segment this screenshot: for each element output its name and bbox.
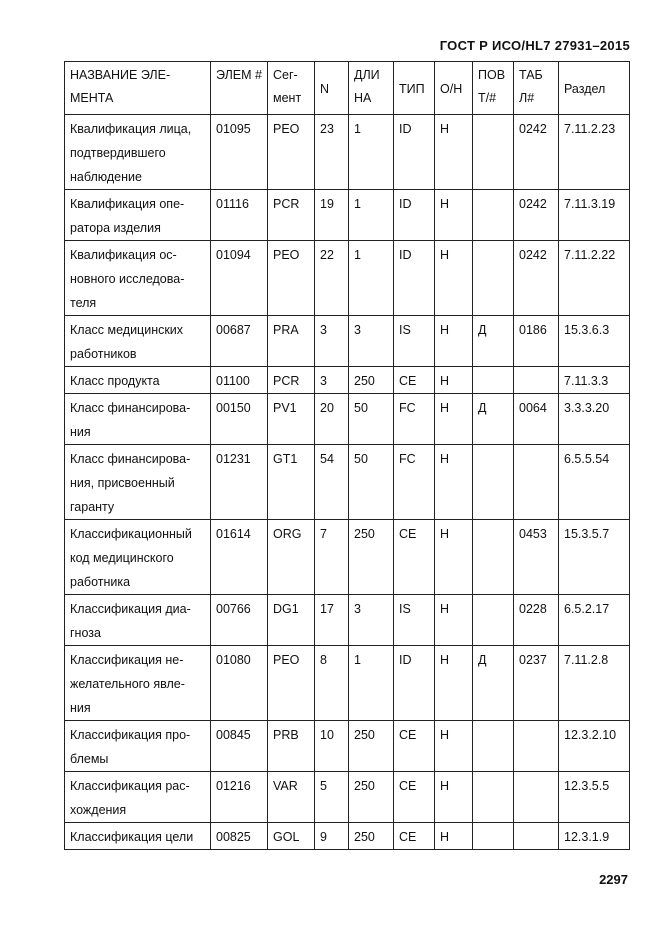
cell-opt: Н (435, 823, 473, 850)
cell-elem: 01614 (211, 520, 268, 595)
cell-repeat (473, 115, 514, 190)
cell-table: 0228 (514, 595, 559, 646)
cell-name: Квалификация опе-ратора изделия (65, 190, 211, 241)
cell-type: CE (394, 721, 435, 772)
cell-elem: 00825 (211, 823, 268, 850)
cell-table: 0242 (514, 190, 559, 241)
cell-length: 3 (349, 316, 394, 367)
cell-opt: Н (435, 394, 473, 445)
cell-opt: Н (435, 520, 473, 595)
cell-n: 5 (315, 772, 349, 823)
cell-segment: PEO (268, 115, 315, 190)
cell-length: 1 (349, 241, 394, 316)
cell-n: 3 (315, 316, 349, 367)
cell-section: 7.11.3.3 (559, 367, 630, 394)
table-row (65, 823, 630, 850)
cell-name: Классификация цели (65, 823, 211, 850)
cell-elem: 00687 (211, 316, 268, 367)
table-row (65, 241, 630, 316)
cell-opt: Н (435, 190, 473, 241)
cell-elem: 01231 (211, 445, 268, 520)
table-row (65, 646, 630, 721)
cell-section: 12.3.1.9 (559, 823, 630, 850)
cell-n: 54 (315, 445, 349, 520)
cell-table (514, 445, 559, 520)
data-elements-table (64, 61, 630, 850)
cell-opt: Н (435, 595, 473, 646)
col-header-name: НАЗВАНИЕ ЭЛЕ-МЕНТА (65, 62, 211, 115)
cell-repeat (473, 823, 514, 850)
cell-section: 15.3.5.7 (559, 520, 630, 595)
page-header: ГОСТ Р ИСО/HL7 27931–2015 (439, 38, 630, 53)
cell-repeat (473, 367, 514, 394)
cell-length: 250 (349, 823, 394, 850)
cell-repeat (473, 721, 514, 772)
cell-repeat (473, 190, 514, 241)
cell-table: 0242 (514, 115, 559, 190)
cell-length: 250 (349, 520, 394, 595)
cell-length: 250 (349, 772, 394, 823)
cell-n: 8 (315, 646, 349, 721)
table-row (65, 190, 630, 241)
cell-name: Классификационный код медицинского работника (65, 520, 211, 595)
cell-segment: DG1 (268, 595, 315, 646)
col-header-type: ТИП (394, 62, 435, 115)
cell-segment: GOL (268, 823, 315, 850)
cell-table (514, 772, 559, 823)
cell-type: ID (394, 646, 435, 721)
cell-type: ID (394, 115, 435, 190)
cell-n: 10 (315, 721, 349, 772)
cell-opt: Н (435, 721, 473, 772)
cell-segment: GT1 (268, 445, 315, 520)
cell-type: CE (394, 520, 435, 595)
cell-table: 0064 (514, 394, 559, 445)
col-header-section: Раздел (559, 62, 630, 115)
table-row (65, 772, 630, 823)
cell-repeat (473, 241, 514, 316)
cell-elem: 00150 (211, 394, 268, 445)
cell-section: 7.11.2.22 (559, 241, 630, 316)
cell-segment: PRA (268, 316, 315, 367)
cell-name: Классификация не-желательного явле-ния (65, 646, 211, 721)
cell-table (514, 367, 559, 394)
cell-name: Класс медицинских работников (65, 316, 211, 367)
cell-segment: PEO (268, 241, 315, 316)
cell-elem: 01095 (211, 115, 268, 190)
page-number: 2297 (599, 872, 628, 887)
col-header-table: ТАБ Л# (514, 62, 559, 115)
cell-section: 6.5.5.54 (559, 445, 630, 520)
cell-segment: PV1 (268, 394, 315, 445)
cell-repeat (473, 520, 514, 595)
cell-length: 250 (349, 367, 394, 394)
col-header-opt: О/Н (435, 62, 473, 115)
table-row (65, 595, 630, 646)
cell-name: Классификация рас-хождения (65, 772, 211, 823)
cell-length: 3 (349, 595, 394, 646)
cell-section: 6.5.2.17 (559, 595, 630, 646)
cell-segment: PCR (268, 367, 315, 394)
cell-opt: Н (435, 646, 473, 721)
cell-segment: VAR (268, 772, 315, 823)
cell-repeat (473, 772, 514, 823)
cell-name: Квалификация лица, подтвердившего наблюдение (65, 115, 211, 190)
cell-elem: 00845 (211, 721, 268, 772)
cell-table: 0186 (514, 316, 559, 367)
cell-elem: 01100 (211, 367, 268, 394)
table-row (65, 721, 630, 772)
cell-repeat: Д (473, 316, 514, 367)
cell-n: 17 (315, 595, 349, 646)
cell-n: 22 (315, 241, 349, 316)
table-header-row (65, 62, 630, 115)
col-header-segment: Сег-мент (268, 62, 315, 115)
cell-segment: PRB (268, 721, 315, 772)
cell-table: 0242 (514, 241, 559, 316)
cell-name: Классификация про-блемы (65, 721, 211, 772)
cell-n: 20 (315, 394, 349, 445)
cell-segment: PEO (268, 646, 315, 721)
cell-section: 12.3.5.5 (559, 772, 630, 823)
cell-section: 15.3.6.3 (559, 316, 630, 367)
cell-type: FC (394, 445, 435, 520)
cell-type: ID (394, 190, 435, 241)
cell-opt: Н (435, 241, 473, 316)
col-header-length: ДЛИ НА (349, 62, 394, 115)
cell-length: 1 (349, 646, 394, 721)
table-body (65, 115, 630, 850)
table-row (65, 316, 630, 367)
cell-length: 1 (349, 190, 394, 241)
cell-repeat (473, 595, 514, 646)
cell-section: 12.3.2.10 (559, 721, 630, 772)
cell-repeat (473, 445, 514, 520)
cell-type: CE (394, 772, 435, 823)
table-row (65, 445, 630, 520)
cell-length: 50 (349, 394, 394, 445)
cell-table (514, 721, 559, 772)
cell-elem: 01094 (211, 241, 268, 316)
table-row (65, 115, 630, 190)
cell-n: 23 (315, 115, 349, 190)
cell-n: 9 (315, 823, 349, 850)
col-header-n: N (315, 62, 349, 115)
cell-length: 1 (349, 115, 394, 190)
cell-section: 7.11.2.23 (559, 115, 630, 190)
cell-type: IS (394, 316, 435, 367)
cell-table: 0453 (514, 520, 559, 595)
cell-segment: PCR (268, 190, 315, 241)
cell-n: 19 (315, 190, 349, 241)
cell-repeat: Д (473, 394, 514, 445)
table-row (65, 394, 630, 445)
cell-opt: Н (435, 445, 473, 520)
cell-type: CE (394, 367, 435, 394)
cell-section: 7.11.2.8 (559, 646, 630, 721)
cell-table: 0237 (514, 646, 559, 721)
cell-name: Класс финансирова-ния (65, 394, 211, 445)
cell-n: 3 (315, 367, 349, 394)
cell-name: Классификация диа-гноза (65, 595, 211, 646)
table-row (65, 520, 630, 595)
cell-opt: Н (435, 772, 473, 823)
cell-type: IS (394, 595, 435, 646)
cell-opt: Н (435, 316, 473, 367)
cell-name: Класс продукта (65, 367, 211, 394)
cell-segment: ORG (268, 520, 315, 595)
cell-elem: 01216 (211, 772, 268, 823)
cell-length: 250 (349, 721, 394, 772)
cell-opt: Н (435, 115, 473, 190)
cell-type: ID (394, 241, 435, 316)
cell-length: 50 (349, 445, 394, 520)
cell-elem: 01116 (211, 190, 268, 241)
cell-table (514, 823, 559, 850)
cell-type: CE (394, 823, 435, 850)
cell-name: Квалификация ос-новного исследова-теля (65, 241, 211, 316)
table-row (65, 367, 630, 394)
cell-repeat: Д (473, 646, 514, 721)
col-header-elem: ЭЛЕМ # (211, 62, 268, 115)
cell-elem: 01080 (211, 646, 268, 721)
cell-elem: 00766 (211, 595, 268, 646)
col-header-repeat: ПОВ Т/# (473, 62, 514, 115)
cell-opt: Н (435, 367, 473, 394)
cell-section: 3.3.3.20 (559, 394, 630, 445)
cell-section: 7.11.3.19 (559, 190, 630, 241)
cell-name: Класс финансирова-ния, присвоенный гаранту (65, 445, 211, 520)
cell-type: FC (394, 394, 435, 445)
cell-n: 7 (315, 520, 349, 595)
